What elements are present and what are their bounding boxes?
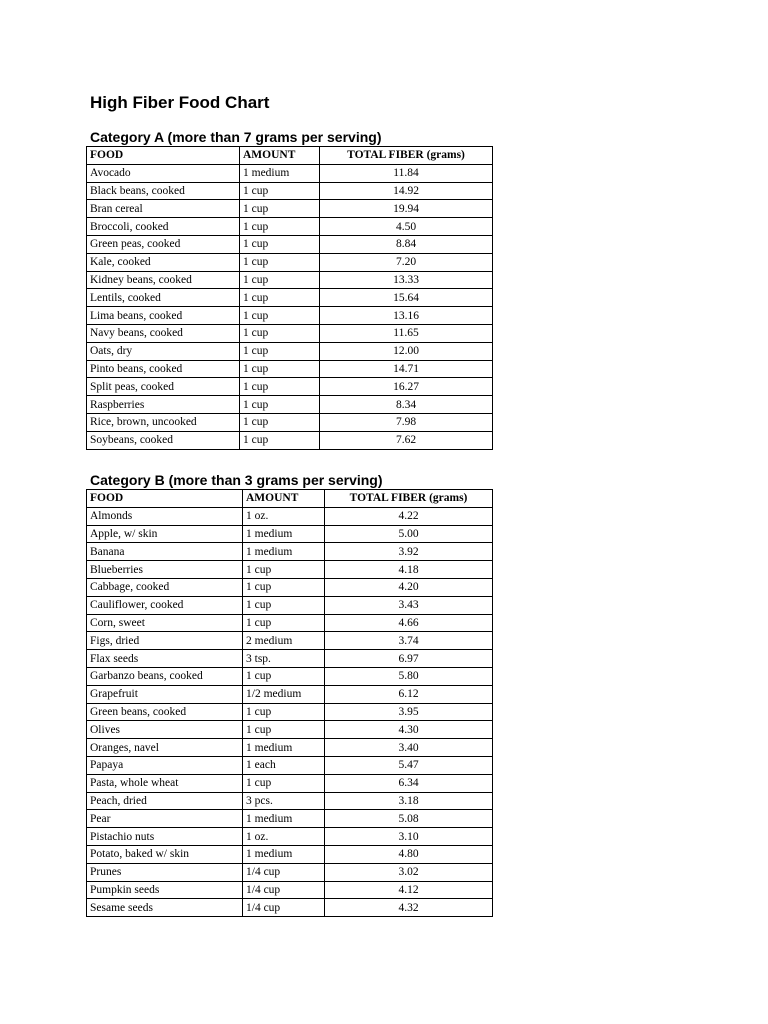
table-row xyxy=(87,218,493,236)
food-cell: Oranges, navel xyxy=(87,739,243,757)
food-cell: Prunes xyxy=(87,863,243,881)
food-cell: Kale, cooked xyxy=(87,253,240,271)
amount-cell: 1 medium xyxy=(243,810,325,828)
fiber-cell: 4.80 xyxy=(325,845,493,863)
food-cell: Potato, baked w/ skin xyxy=(87,845,243,863)
food-cell: Navy beans, cooked xyxy=(87,324,240,342)
amount-cell: 1 cup xyxy=(240,324,320,342)
category-a-heading: Category A (more than 7 grams per serving) xyxy=(90,129,382,145)
fiber-cell: 6.97 xyxy=(325,650,493,668)
food-cell: Pistachio nuts xyxy=(87,828,243,846)
food-cell: Blueberries xyxy=(87,561,243,579)
food-cell: Lentils, cooked xyxy=(87,289,240,307)
food-cell: Cauliflower, cooked xyxy=(87,596,243,614)
food-cell: Pasta, whole wheat xyxy=(87,774,243,792)
table-row xyxy=(87,845,493,863)
food-cell: Pumpkin seeds xyxy=(87,881,243,899)
header-amount: AMOUNT xyxy=(243,490,325,508)
amount-cell: 1 cup xyxy=(240,218,320,236)
food-cell: Sesame seeds xyxy=(87,899,243,917)
amount-cell: 1 cup xyxy=(243,703,325,721)
header-amount: AMOUNT xyxy=(240,147,320,165)
food-cell: Raspberries xyxy=(87,396,240,414)
food-cell: Flax seeds xyxy=(87,650,243,668)
table-row xyxy=(87,342,493,360)
fiber-cell: 7.20 xyxy=(320,253,493,271)
table-row xyxy=(87,899,493,917)
table-row xyxy=(87,182,493,200)
food-cell: Pinto beans, cooked xyxy=(87,360,240,378)
page-title: High Fiber Food Chart xyxy=(90,93,270,112)
fiber-cell: 3.02 xyxy=(325,863,493,881)
table-row xyxy=(87,378,493,396)
fiber-cell: 11.65 xyxy=(320,324,493,342)
amount-cell: 1 cup xyxy=(240,413,320,431)
amount-cell: 1 cup xyxy=(240,200,320,218)
table-row xyxy=(87,413,493,431)
header-total-fiber: TOTAL FIBER (grams) xyxy=(320,147,493,165)
food-cell: Corn, sweet xyxy=(87,614,243,632)
amount-cell: 1 cup xyxy=(243,578,325,596)
amount-cell: 1/4 cup xyxy=(243,863,325,881)
table-row xyxy=(87,667,493,685)
table-row xyxy=(87,235,493,253)
food-cell: Split peas, cooked xyxy=(87,378,240,396)
fiber-cell: 4.22 xyxy=(325,507,493,525)
amount-cell: 1 cup xyxy=(240,235,320,253)
table-row xyxy=(87,578,493,596)
fiber-cell: 4.30 xyxy=(325,721,493,739)
fiber-cell: 13.33 xyxy=(320,271,493,289)
amount-cell: 1 cup xyxy=(243,596,325,614)
table-row xyxy=(87,810,493,828)
fiber-cell: 7.98 xyxy=(320,413,493,431)
food-cell: Cabbage, cooked xyxy=(87,578,243,596)
table-row xyxy=(87,756,493,774)
amount-cell: 1 cup xyxy=(240,431,320,449)
food-cell: Bran cereal xyxy=(87,200,240,218)
fiber-cell: 5.47 xyxy=(325,756,493,774)
amount-cell: 1 cup xyxy=(240,342,320,360)
amount-cell: 1 oz. xyxy=(243,507,325,525)
amount-cell: 1 cup xyxy=(240,378,320,396)
table-row xyxy=(87,792,493,810)
amount-cell: 1 medium xyxy=(243,739,325,757)
amount-cell: 1 cup xyxy=(240,396,320,414)
amount-cell: 1 each xyxy=(243,756,325,774)
category-b-heading: Category B (more than 3 grams per serving) xyxy=(90,472,383,488)
amount-cell: 2 medium xyxy=(243,632,325,650)
table-row xyxy=(87,721,493,739)
fiber-cell: 15.64 xyxy=(320,289,493,307)
fiber-cell: 4.50 xyxy=(320,218,493,236)
fiber-cell: 19.94 xyxy=(320,200,493,218)
table-row xyxy=(87,360,493,378)
fiber-cell: 3.95 xyxy=(325,703,493,721)
food-cell: Black beans, cooked xyxy=(87,182,240,200)
amount-cell: 1/4 cup xyxy=(243,881,325,899)
table-row xyxy=(87,881,493,899)
table-row xyxy=(87,739,493,757)
fiber-cell: 3.92 xyxy=(325,543,493,561)
amount-cell: 1 cup xyxy=(240,182,320,200)
food-cell: Kidney beans, cooked xyxy=(87,271,240,289)
food-cell: Banana xyxy=(87,543,243,561)
fiber-cell: 4.18 xyxy=(325,561,493,579)
category-a-table xyxy=(86,146,493,450)
fiber-cell: 8.34 xyxy=(320,396,493,414)
amount-cell: 1 cup xyxy=(240,360,320,378)
table-row xyxy=(87,164,493,182)
food-cell: Lima beans, cooked xyxy=(87,307,240,325)
amount-cell: 3 tsp. xyxy=(243,650,325,668)
food-cell: Avocado xyxy=(87,164,240,182)
amount-cell: 3 pcs. xyxy=(243,792,325,810)
food-cell: Pear xyxy=(87,810,243,828)
amount-cell: 1 medium xyxy=(240,164,320,182)
fiber-cell: 6.12 xyxy=(325,685,493,703)
fiber-cell: 13.16 xyxy=(320,307,493,325)
table-row xyxy=(87,324,493,342)
amount-cell: 1 cup xyxy=(243,561,325,579)
food-cell: Garbanzo beans, cooked xyxy=(87,667,243,685)
fiber-cell: 4.20 xyxy=(325,578,493,596)
fiber-cell: 3.43 xyxy=(325,596,493,614)
table-row xyxy=(87,685,493,703)
table-row xyxy=(87,507,493,525)
food-cell: Apple, w/ skin xyxy=(87,525,243,543)
fiber-cell: 4.66 xyxy=(325,614,493,632)
amount-cell: 1 cup xyxy=(243,774,325,792)
amount-cell: 1 cup xyxy=(243,614,325,632)
food-cell: Figs, dried xyxy=(87,632,243,650)
fiber-cell: 5.80 xyxy=(325,667,493,685)
table-header-row xyxy=(87,490,493,508)
amount-cell: 1 medium xyxy=(243,525,325,543)
table-row xyxy=(87,596,493,614)
header-food: FOOD xyxy=(87,490,243,508)
food-cell: Oats, dry xyxy=(87,342,240,360)
fiber-cell: 7.62 xyxy=(320,431,493,449)
food-cell: Soybeans, cooked xyxy=(87,431,240,449)
table-header-row xyxy=(87,147,493,165)
fiber-cell: 16.27 xyxy=(320,378,493,396)
amount-cell: 1 cup xyxy=(240,307,320,325)
fiber-cell: 14.92 xyxy=(320,182,493,200)
table-row xyxy=(87,289,493,307)
amount-cell: 1 medium xyxy=(243,543,325,561)
food-cell: Rice, brown, uncooked xyxy=(87,413,240,431)
amount-cell: 1 cup xyxy=(243,667,325,685)
header-total-fiber: TOTAL FIBER (grams) xyxy=(325,490,493,508)
food-cell: Papaya xyxy=(87,756,243,774)
table-row xyxy=(87,632,493,650)
table-row xyxy=(87,561,493,579)
table-row xyxy=(87,307,493,325)
table-row xyxy=(87,396,493,414)
fiber-cell: 3.18 xyxy=(325,792,493,810)
food-cell: Almonds xyxy=(87,507,243,525)
fiber-cell: 4.12 xyxy=(325,881,493,899)
table-row xyxy=(87,543,493,561)
fiber-cell: 3.74 xyxy=(325,632,493,650)
amount-cell: 1 cup xyxy=(240,271,320,289)
category-b-table xyxy=(86,489,493,917)
table-row xyxy=(87,525,493,543)
fiber-cell: 11.84 xyxy=(320,164,493,182)
fiber-cell: 6.34 xyxy=(325,774,493,792)
table-row xyxy=(87,863,493,881)
fiber-cell: 4.32 xyxy=(325,899,493,917)
amount-cell: 1 medium xyxy=(243,845,325,863)
fiber-cell: 3.10 xyxy=(325,828,493,846)
food-cell: Peach, dried xyxy=(87,792,243,810)
amount-cell: 1 cup xyxy=(240,289,320,307)
table-row xyxy=(87,200,493,218)
table-row xyxy=(87,650,493,668)
table-row xyxy=(87,253,493,271)
fiber-cell: 5.08 xyxy=(325,810,493,828)
amount-cell: 1/4 cup xyxy=(243,899,325,917)
table-row xyxy=(87,774,493,792)
fiber-cell: 14.71 xyxy=(320,360,493,378)
amount-cell: 1 cup xyxy=(243,721,325,739)
table-row xyxy=(87,271,493,289)
fiber-cell: 3.40 xyxy=(325,739,493,757)
fiber-cell: 5.00 xyxy=(325,525,493,543)
food-cell: Green beans, cooked xyxy=(87,703,243,721)
amount-cell: 1 oz. xyxy=(243,828,325,846)
fiber-cell: 8.84 xyxy=(320,235,493,253)
food-cell: Grapefruit xyxy=(87,685,243,703)
fiber-cell: 12.00 xyxy=(320,342,493,360)
food-cell: Green peas, cooked xyxy=(87,235,240,253)
table-row xyxy=(87,614,493,632)
food-cell: Olives xyxy=(87,721,243,739)
amount-cell: 1/2 medium xyxy=(243,685,325,703)
amount-cell: 1 cup xyxy=(240,253,320,271)
table-row xyxy=(87,431,493,449)
table-row xyxy=(87,828,493,846)
header-food: FOOD xyxy=(87,147,240,165)
food-cell: Broccoli, cooked xyxy=(87,218,240,236)
table-row xyxy=(87,703,493,721)
